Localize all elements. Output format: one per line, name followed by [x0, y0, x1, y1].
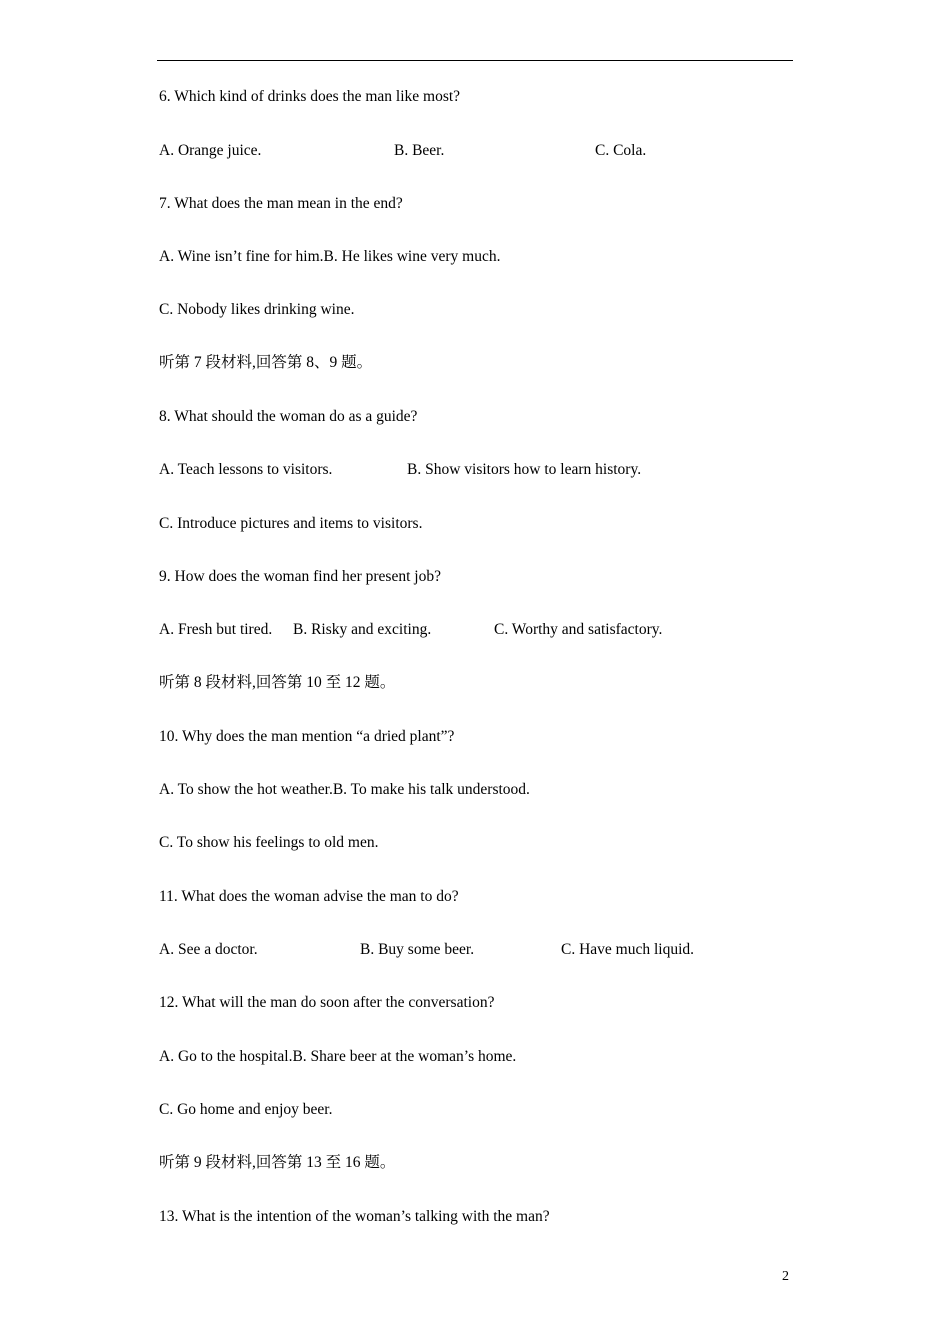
question-11-option-b: B. Buy some beer. — [360, 941, 475, 958]
question-10-options-ab: A. To show the hot weather.B. To make his talk understood. — [159, 781, 530, 798]
page-number: 2 — [782, 1269, 789, 1284]
question-7-option-c: C. Nobody likes drinking wine. — [159, 301, 355, 318]
question-12-options-ab: A. Go to the hospital.B. Share beer at the woman’s home. — [159, 1048, 517, 1065]
question-11: 11. What does the woman advise the man to do? — [159, 888, 459, 905]
header-rule — [157, 60, 793, 61]
question-9-option-c: C. Worthy and satisfactory. — [494, 621, 663, 638]
question-11-option-c: C. Have much liquid. — [561, 941, 695, 958]
question-6-option-c: C. Cola. — [595, 142, 647, 159]
question-6-options — [159, 141, 759, 161]
question-9-option-b: B. Risky and exciting. — [293, 621, 432, 638]
question-6-option-b: B. Beer. — [394, 142, 445, 159]
question-13: 13. What is the intention of the woman’s talking with the man? — [159, 1208, 550, 1225]
question-10-option-c: C. To show his feelings to old men. — [159, 834, 379, 851]
section-8-instruction: 听第 8 段材料,回答第 10 至 12 题。 — [159, 674, 396, 691]
question-8-option-b: B. Show visitors how to learn history. — [407, 461, 642, 478]
question-6: 6. Which kind of drinks does the man like most? — [159, 88, 461, 105]
question-11-option-a: A. See a doctor. — [159, 941, 258, 958]
question-12-option-c: C. Go home and enjoy beer. — [159, 1101, 333, 1118]
section-9-instruction: 听第 9 段材料,回答第 13 至 16 题。 — [159, 1154, 396, 1171]
question-11-options — [159, 940, 759, 960]
question-7-options-ab: A. Wine isn’t fine for him.B. He likes wine very much. — [159, 248, 501, 265]
question-8: 8. What should the woman do as a guide? — [159, 408, 418, 425]
question-9-options — [159, 620, 759, 640]
question-12: 12. What will the man do soon after the conversation? — [159, 994, 495, 1011]
question-8-option-c: C. Introduce pictures and items to visitors. — [159, 515, 423, 532]
question-7: 7. What does the man mean in the end? — [159, 195, 403, 212]
question-8-option-a: A. Teach lessons to visitors. — [159, 461, 333, 478]
question-8-options — [159, 460, 759, 480]
question-6-option-a: A. Orange juice. — [159, 142, 262, 159]
question-10: 10. Why does the man mention “a dried plant”? — [159, 728, 455, 745]
question-9: 9. How does the woman find her present job? — [159, 568, 441, 585]
section-7-instruction: 听第 7 段材料,回答第 8、9 题。 — [159, 354, 373, 371]
question-9-option-a: A. Fresh but tired. — [159, 621, 273, 638]
